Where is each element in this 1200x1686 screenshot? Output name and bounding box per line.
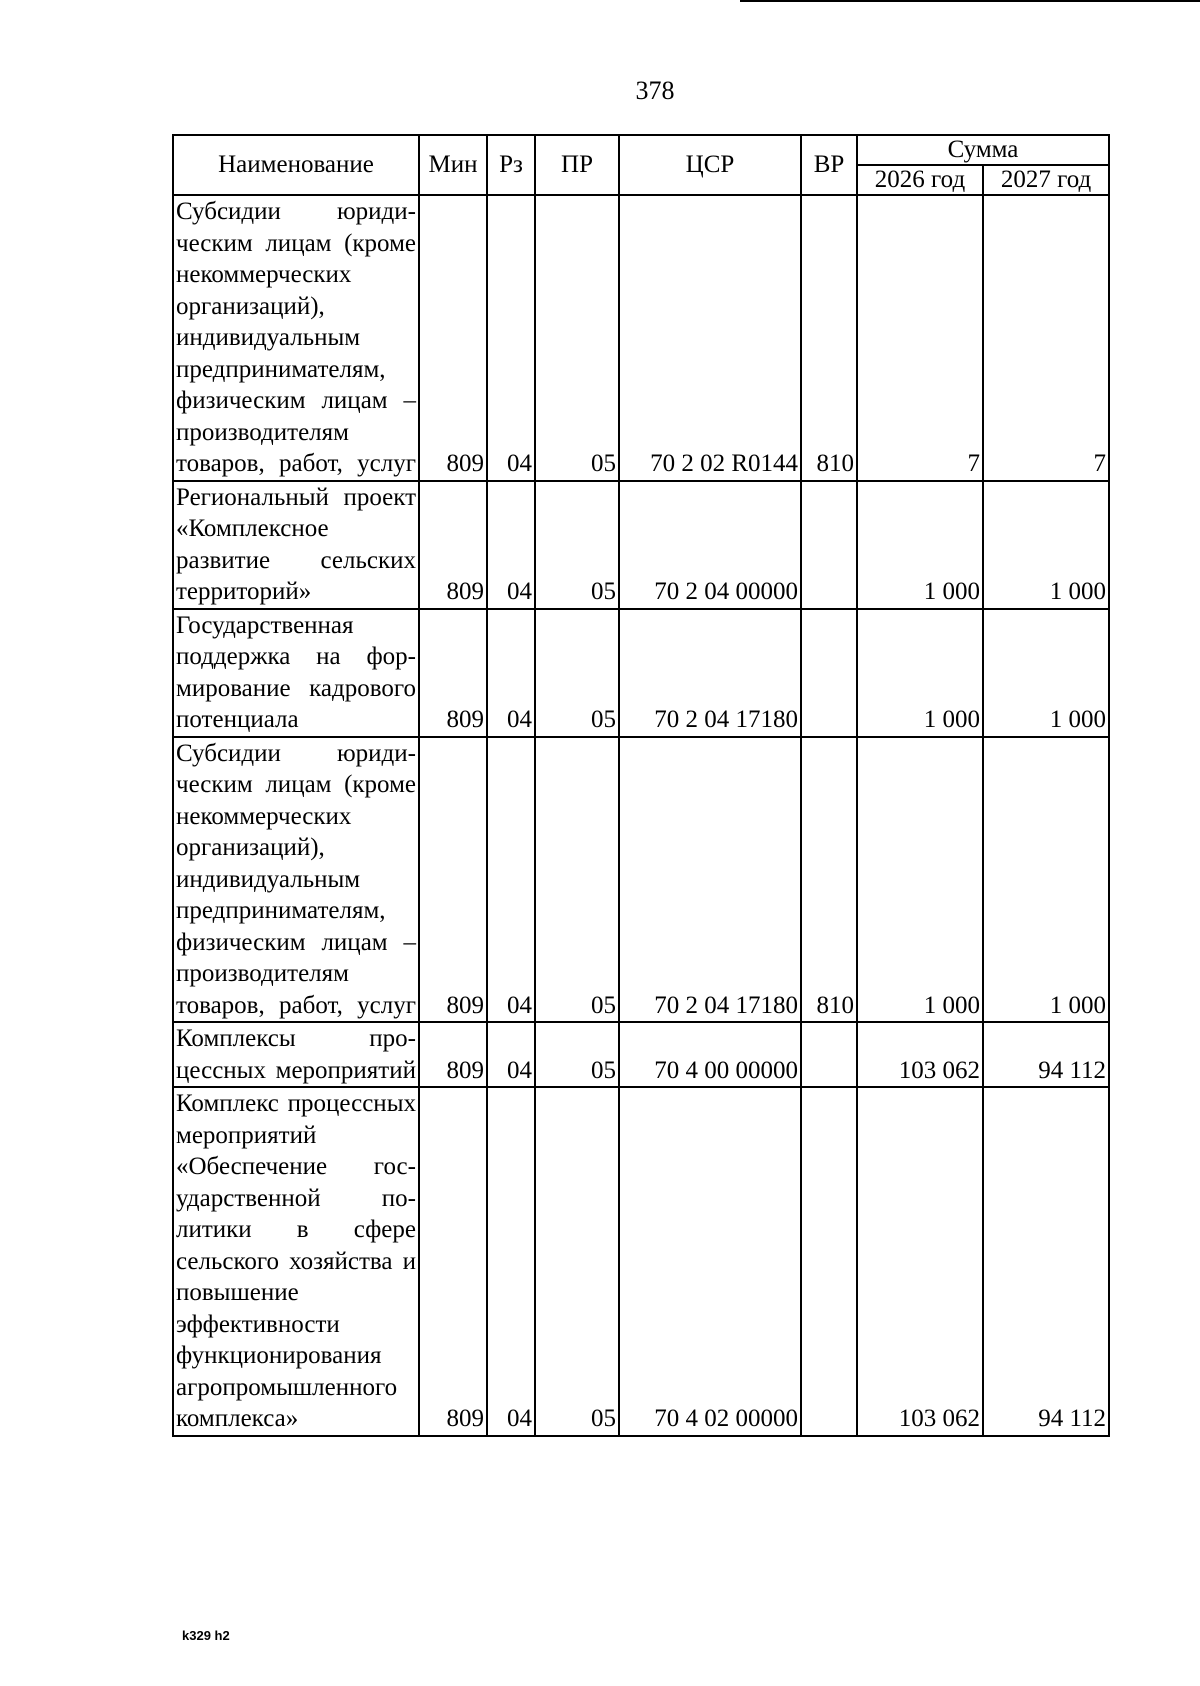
row-pr: 05 — [535, 1087, 619, 1436]
footer-code: k329 h2 — [182, 1628, 230, 1643]
table-row — [173, 1087, 1109, 1436]
row-vr — [801, 481, 857, 609]
header-year-2027: 2027 год — [983, 165, 1109, 195]
row-name: Региональный проект «Комплексное развитие сельских территорий» — [173, 481, 419, 609]
header-vr: ВР — [801, 135, 857, 195]
budget-table — [172, 134, 1110, 1437]
row-vr — [801, 1087, 857, 1436]
row-rz: 04 — [487, 1087, 535, 1436]
row-vr — [801, 609, 857, 737]
row-name: Комплексы процессных мероприятий — [173, 1022, 419, 1087]
row-sum-2026: 1 000 — [857, 609, 983, 737]
row-min: 809 — [419, 1022, 487, 1087]
row-sum-2026: 103 062 — [857, 1022, 983, 1087]
row-vr — [801, 1022, 857, 1087]
row-csr: 70 4 02 00000 — [619, 1087, 801, 1436]
row-rz: 04 — [487, 195, 535, 481]
table-row — [173, 609, 1109, 737]
row-csr: 70 2 04 17180 — [619, 737, 801, 1023]
row-pr: 05 — [535, 1022, 619, 1087]
row-sum-2027: 1 000 — [983, 609, 1109, 737]
page-number: 378 — [635, 76, 675, 105]
table-row — [173, 737, 1109, 1023]
row-csr: 70 2 02 R0144 — [619, 195, 801, 481]
row-pr: 05 — [535, 609, 619, 737]
header-rz: Рз — [487, 135, 535, 195]
table-row — [173, 1022, 1109, 1087]
row-rz: 04 — [487, 1022, 535, 1087]
row-vr: 810 — [801, 737, 857, 1023]
row-rz: 04 — [487, 609, 535, 737]
table-header — [173, 135, 1109, 195]
header-min: Мин — [419, 135, 487, 195]
table-row — [173, 195, 1109, 481]
row-pr: 05 — [535, 481, 619, 609]
row-sum-2027: 1 000 — [983, 737, 1109, 1023]
row-sum-2026: 1 000 — [857, 737, 983, 1023]
row-min: 809 — [419, 737, 487, 1023]
table-body — [173, 195, 1109, 1436]
row-pr: 05 — [535, 737, 619, 1023]
row-sum-2027: 94 112 — [983, 1022, 1109, 1087]
header-sum: Сумма — [857, 135, 1109, 165]
row-min: 809 — [419, 1087, 487, 1436]
row-csr: 70 2 04 00000 — [619, 481, 801, 609]
row-name: Комплекс процессных мероприятий «Обеспечение государственной политики в сфере сельского хозяйства и повышение эффективности функционирования агропромышленного комплекса» — [173, 1087, 419, 1436]
row-name: Государственная поддержка на формирование кадрового потенциала — [173, 609, 419, 737]
row-rz: 04 — [487, 737, 535, 1023]
row-sum-2026: 7 — [857, 195, 983, 481]
row-csr: 70 4 00 00000 — [619, 1022, 801, 1087]
row-min: 809 — [419, 609, 487, 737]
row-min: 809 — [419, 195, 487, 481]
row-name: Субсидии юридическим лицам (кроме некоммерческих организаций), индивидуальным предпринимателям, физическим лицам – производителям товаров, работ, услуг — [173, 195, 419, 481]
row-sum-2026: 1 000 — [857, 481, 983, 609]
row-csr: 70 2 04 17180 — [619, 609, 801, 737]
header-csr: ЦСР — [619, 135, 801, 195]
top-edge-rule — [740, 0, 1200, 2]
table-row — [173, 481, 1109, 609]
row-sum-2027: 7 — [983, 195, 1109, 481]
header-year-2026: 2026 год — [857, 165, 983, 195]
row-sum-2027: 1 000 — [983, 481, 1109, 609]
header-name: Наименование — [173, 135, 419, 195]
row-name: Субсидии юридическим лицам (кроме некоммерческих организаций), индивидуальным предпринимателям, физическим лицам – производителям товаров, работ, услуг — [173, 737, 419, 1023]
header-pr: ПР — [535, 135, 619, 195]
row-sum-2026: 103 062 — [857, 1087, 983, 1436]
row-sum-2027: 94 112 — [983, 1087, 1109, 1436]
row-min: 809 — [419, 481, 487, 609]
row-vr: 810 — [801, 195, 857, 481]
row-pr: 05 — [535, 195, 619, 481]
row-rz: 04 — [487, 481, 535, 609]
